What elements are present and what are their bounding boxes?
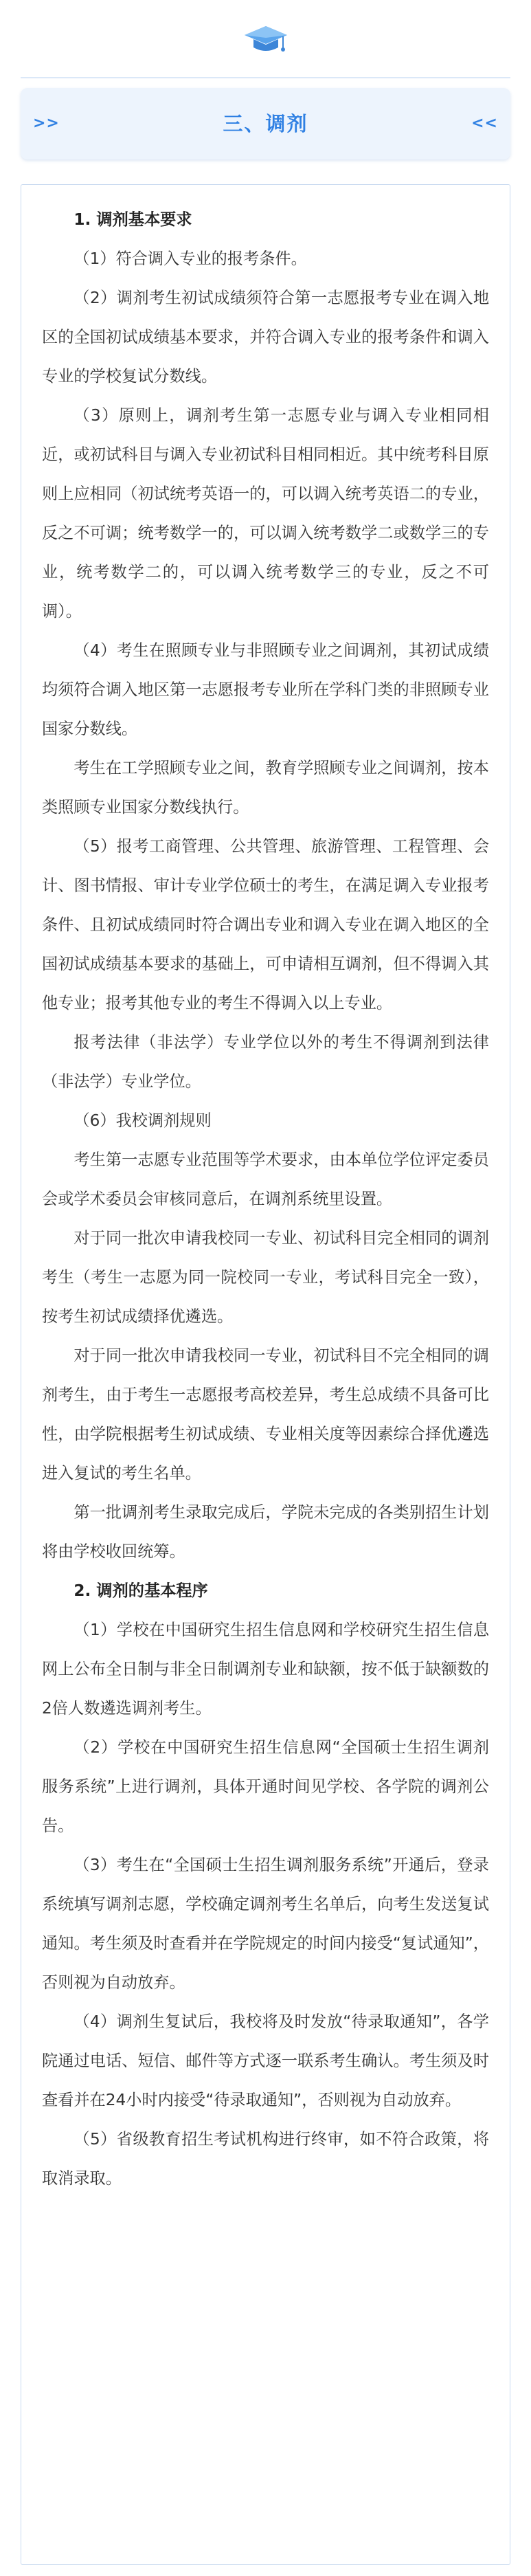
paragraph: （6）我校调剂规则 — [74, 1111, 212, 1130]
section-heading: 1. 调剂基本要求 — [74, 210, 192, 229]
content-box — [21, 184, 510, 2565]
graduation-cap-icon — [242, 16, 290, 65]
paragraph: （5）省级教育招生考试机构进行终审，如不符合政策，将取消录取。 — [42, 2130, 489, 2188]
paragraph: （5）报考工商管理、公共管理、旅游管理、工程管理、会计、图书情报、审计专业学位硕士的考生，在满足调入专业报考条件、且初试成绩同时符合调出专业和调入专业在调入地区的全国初试成绩基本要求的基础上，可申请相互调剂，但不得调入其他专业；报考其他专业的考生不得调入以上专业。 — [42, 837, 489, 1012]
section-banner — [21, 88, 510, 159]
paragraph: 对于同一批次申请我校同一专业、初试科目完全相同的调剂考生（考生一志愿为同一院校同一专业，考试科目完全一致），按考生初试成绩择优遴选。 — [42, 1229, 489, 1326]
paragraph: 考生在工学照顾专业之间，教育学照顾专业之间调剂，按本类照顾专业国家分数线执行。 — [42, 759, 489, 817]
paragraph: （3）原则上，调剂考生第一志愿专业与调入专业相同相近，或初试科目与调入专业初试科目相同相近。其中统考科目原则上应相同（初试统考英语一的，可以调入统考英语二的专业，反之不可调；统考数学一的，可以调入统考数学二或数学三的专业，统考数学二的，可以调入统考数学三的专业，反之不可调）。 — [42, 406, 489, 621]
paragraph: （3）考生在“全国硕士生招生调剂服务系统”开通后，登录系统填写调剂志愿，学校确定调剂考生名单后，向考生发送复试通知。考生须及时查看并在学院规定的时间内接受“复试通知”，否则视为自动放弃。 — [42, 1856, 489, 1992]
paragraph: （2）调剂考生初试成绩须符合第一志愿报考专业在调入地区的全国初试成绩基本要求，并符合调入专业的报考条件和调入专业的学校复试分数线。 — [42, 289, 489, 386]
paragraph: 对于同一批次申请我校同一专业，初试科目不完全相同的调剂考生，由于考生一志愿报考高校差异，考生总成绩不具备可比性，由学院根据考生初试成绩、专业相关度等因素综合择优遴选进入复试的考生名单。 — [42, 1346, 489, 1483]
section-title: 三、调剂 — [223, 112, 308, 135]
paragraph: （4）考生在照顾专业与非照顾专业之间调剂，其初试成绩均须符合调入地区第一志愿报考专业所在学科门类的非照顾专业国家分数线。 — [42, 641, 489, 738]
paragraph: 考生第一志愿专业范围等学术要求，由本单位学位评定委员会或学术委员会审核同意后，在调剂系统里设置。 — [42, 1151, 489, 1208]
section-heading: 2. 调剂的基本程序 — [74, 1581, 208, 1600]
paragraph: （1）学校在中国研究生招生信息网和学校研究生招生信息网上公布全日制与非全日制调剂专业和缺额，按不低于缺额数的2倍人数遴选调剂考生。 — [42, 1621, 489, 1718]
right-arrow-marker: << — [471, 115, 498, 132]
paragraph: （4）调剂生复试后，我校将及时发放“待录取通知”，各学院通过电话、短信、邮件等方式逐一联系考生确认。考生须及时查看并在24小时内接受“待录取通知”，否则视为自动放弃。 — [42, 2012, 489, 2109]
left-arrow-marker: >> — [33, 115, 60, 132]
header-divider — [21, 77, 510, 78]
paragraph: 报考法律（非法学）专业学位以外的考生不得调剂到法律（非法学）专业学位。 — [42, 1033, 489, 1091]
paragraph: 第一批调剂考生录取完成后，学院未完成的各类别招生计划将由学校收回统筹。 — [42, 1503, 489, 1561]
paragraph: （2）学校在中国研究生招生信息网“全国硕士生招生调剂服务系统”上进行调剂，具体开通时间见学校、各学院的调剂公告。 — [42, 1738, 489, 1835]
paragraph: （1）符合调入专业的报考条件。 — [74, 249, 307, 268]
